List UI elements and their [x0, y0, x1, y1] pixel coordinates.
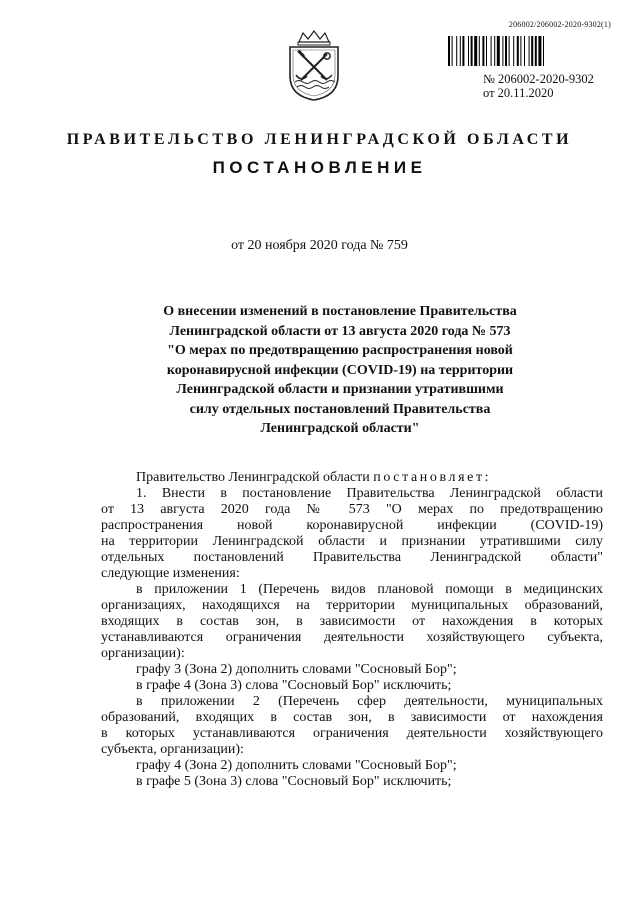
subject-line: Ленинградской области от 13 августа 2020 года № 573: [169, 323, 511, 339]
body-line: графу 4 (Зона 2) дополнить словами "Сосновый Бор";: [136, 758, 457, 773]
intro-text: Правительство Ленинградской области: [136, 470, 370, 485]
body-line: в приложении 1 (Перечень видов плановой помощи в медицинских: [136, 582, 603, 597]
document-subject: [100, 302, 580, 439]
registration-date: от 20.11.2020: [483, 86, 554, 100]
subject-line: "О мерах по предотвращению распространения новой: [167, 343, 513, 358]
body-line: в которых устанавливаются ограничения деятельности хозяйствующего: [101, 726, 603, 741]
subject-line: силу отдельных постановлений Правительства: [189, 401, 491, 417]
document-body: [101, 470, 603, 790]
subject-line: О внесении изменений в постановление Правительства: [163, 304, 517, 319]
registration-number: № 206002-2020-9302: [483, 72, 594, 86]
body-line: организациях, находящихся на территории муниципальных образований,: [101, 598, 603, 613]
barcode-icon: [448, 36, 604, 66]
government-title: ПРАВИТЕЛЬСТВО ЛЕНИНГРАДСКОЙ ОБЛАСТИ: [66, 131, 573, 148]
body-line: от 13 августа 2020 года № 573 "О мерах по предотвращению: [101, 502, 603, 517]
body-line: на территории Ленинградской области и признании утратившими силу: [101, 534, 603, 549]
body-line: графу 3 (Зона 2) дополнить словами "Сосновый Бор";: [136, 662, 457, 677]
coat-of-arms-icon: [285, 30, 343, 102]
body-intro: [101, 470, 603, 486]
subject-line: коронавирусной инфекции (COVID-19) на территории: [166, 362, 514, 378]
body-line: распространения новой коронавирусной инфекции (COVID-19): [101, 518, 603, 533]
body-line: образований, входящих в состав зон, в зависимости от нахождения: [101, 710, 603, 725]
body-line: следующие изменения:: [101, 566, 240, 581]
document-code: 206002/206002-2020-9302(1): [508, 20, 611, 29]
body-line: в графе 5 (Зона 3) слова "Сосновый Бор" исключить;: [136, 774, 452, 789]
intro-keyword: постановляет:: [373, 470, 492, 485]
document-date-number: от 20 ноября 2020 года № 759: [231, 238, 408, 253]
subject-line: Ленинградской области и признании утратившими: [176, 382, 504, 397]
body-line: организации):: [101, 646, 185, 661]
body-line: входящих в состав зон, в зависимости от нахождения в которых: [101, 614, 603, 629]
body-line: в графе 4 (Зона 3) слова "Сосновый Бор" исключить;: [136, 678, 452, 693]
body-line: 1. Внести в постановление Правительства Ленинградской области: [136, 486, 603, 501]
body-line: в приложении 2 (Перечень сфер деятельности, муниципальных: [136, 694, 603, 709]
body-line: субъекта, организации):: [101, 742, 244, 757]
body-line: устанавливаются ограничения деятельности хозяйствующего субъекта,: [101, 630, 603, 645]
document-type-heading: ПОСТАНОВЛЕНИЕ: [212, 158, 427, 177]
body-line: отдельных постановлений Правительства Ленинградской области": [101, 550, 603, 565]
subject-line: Ленинградской области": [260, 421, 420, 436]
